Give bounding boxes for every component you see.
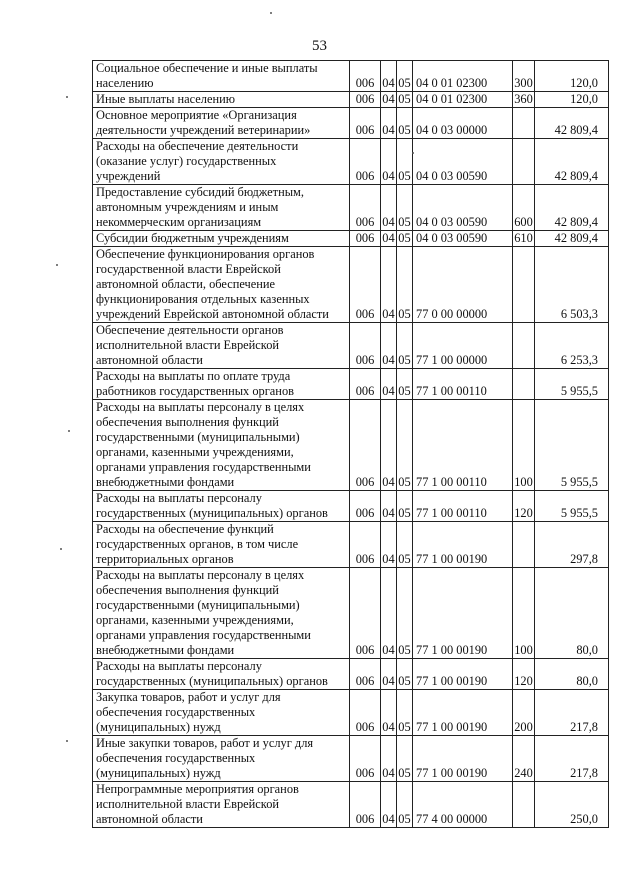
cell-glava: 006 bbox=[350, 139, 381, 185]
cell-tselevaya-statya: 77 1 00 00190 bbox=[413, 690, 513, 736]
name-line: исполнительной власти Еврейской bbox=[96, 338, 280, 352]
cell-name bbox=[93, 369, 350, 400]
name-line: Расходы на выплаты персоналу в целях bbox=[96, 568, 305, 582]
name-line: Иные выплаты населению bbox=[96, 92, 235, 106]
cell-tselevaya-statya: 04 0 01 02300 bbox=[413, 92, 513, 108]
cell-podrazdel: 05 bbox=[397, 400, 413, 491]
cell-tselevaya-statya: 77 1 00 00190 bbox=[413, 568, 513, 659]
name-line: внебюджетными фондами bbox=[96, 475, 235, 489]
name-line: некоммерческим организациям bbox=[96, 215, 262, 229]
cell-summa: 6 503,3 bbox=[535, 247, 609, 323]
cell-summa: 42 809,4 bbox=[535, 231, 609, 247]
cell-summa: 42 809,4 bbox=[535, 185, 609, 231]
budget-table bbox=[92, 60, 609, 828]
cell-glava: 006 bbox=[350, 247, 381, 323]
cell-vid-raskhodov bbox=[513, 522, 535, 568]
cell-vid-raskhodov bbox=[513, 323, 535, 369]
cell-vid-raskhodov: 610 bbox=[514, 231, 533, 245]
cell-podrazdel: 05 bbox=[398, 92, 411, 106]
cell-glava: 006 bbox=[350, 323, 381, 369]
scan-speck bbox=[270, 12, 272, 14]
cell-tselevaya-statya: 77 1 00 00190 bbox=[413, 522, 513, 568]
name-line: (муниципальных) нужд bbox=[96, 720, 221, 734]
cell-summa: 80,0 bbox=[535, 659, 609, 690]
cell-razdel: 04 bbox=[381, 568, 397, 659]
name-line: автономной области bbox=[96, 353, 203, 367]
name-line: автономным учреждениям и иным bbox=[96, 200, 279, 214]
cell-tselevaya-statya: 77 1 00 00000 bbox=[413, 323, 513, 369]
name-line: органами управления государственными bbox=[96, 628, 311, 642]
table-row bbox=[93, 108, 609, 139]
cell-tselevaya-statya: 04 0 03 00590 bbox=[413, 139, 513, 185]
cell-tselevaya-statya: 77 1 00 00190 bbox=[413, 659, 513, 690]
budget-table-body bbox=[93, 61, 609, 828]
cell-podrazdel: 05 bbox=[397, 185, 413, 231]
cell-tselevaya-statya: 04 0 01 02300 bbox=[413, 61, 513, 92]
cell-podrazdel: 05 bbox=[397, 108, 413, 139]
cell-tselevaya-statya: 04 0 03 00000 bbox=[413, 108, 513, 139]
table-row bbox=[93, 690, 609, 736]
cell-razdel: 04 bbox=[381, 522, 397, 568]
cell-name bbox=[93, 491, 350, 522]
cell-tselevaya-statya: 04 0 03 00590 bbox=[413, 231, 513, 247]
table-row bbox=[93, 323, 609, 369]
scan-speck bbox=[66, 96, 68, 98]
name-line: государственными (муниципальными) bbox=[96, 430, 300, 444]
name-line: учреждений Еврейской автономной области bbox=[96, 307, 329, 321]
cell-summa: 250,0 bbox=[535, 782, 609, 828]
cell-tselevaya-statya: 77 1 00 00110 bbox=[413, 369, 513, 400]
name-line: государственных органов, в том числе bbox=[96, 537, 299, 551]
cell-razdel: 04 bbox=[381, 247, 397, 323]
cell-podrazdel: 05 bbox=[397, 782, 413, 828]
name-line: Расходы на обеспечение деятельности bbox=[96, 139, 299, 153]
scan-speck bbox=[66, 740, 68, 742]
table-row bbox=[93, 736, 609, 782]
table-row bbox=[93, 400, 609, 491]
cell-razdel: 04 bbox=[381, 736, 397, 782]
cell-podrazdel: 05 bbox=[397, 568, 413, 659]
cell-vid-raskhodov bbox=[513, 247, 535, 323]
cell-razdel: 04 bbox=[381, 400, 397, 491]
cell-tselevaya-statya: 77 4 00 00000 bbox=[413, 782, 513, 828]
name-line: органами, казенными учреждениями, bbox=[96, 445, 294, 459]
cell-summa: 80,0 bbox=[535, 568, 609, 659]
table-row bbox=[93, 231, 609, 247]
name-line: населению bbox=[96, 76, 154, 90]
cell-summa: 5 955,5 bbox=[535, 400, 609, 491]
name-line: Обеспечение деятельности органов bbox=[96, 323, 284, 337]
name-line: органами управления государственными bbox=[96, 460, 311, 474]
name-line: территориальных органов bbox=[96, 552, 234, 566]
cell-name bbox=[93, 400, 350, 491]
cell-razdel: 04 bbox=[382, 231, 395, 245]
cell-glava: 006 bbox=[350, 522, 381, 568]
cell-vid-raskhodov: 100 bbox=[513, 400, 535, 491]
cell-vid-raskhodov: 120 bbox=[513, 659, 535, 690]
cell-razdel: 04 bbox=[381, 323, 397, 369]
cell-name bbox=[93, 736, 350, 782]
table-row bbox=[93, 369, 609, 400]
scan-speck bbox=[56, 264, 58, 266]
cell-tselevaya-statya: 77 1 00 00190 bbox=[413, 736, 513, 782]
cell-razdel: 04 bbox=[381, 139, 397, 185]
cell-podrazdel: 05 bbox=[397, 690, 413, 736]
cell-podrazdel: 05 bbox=[397, 491, 413, 522]
cell-vid-raskhodov: 600 bbox=[513, 185, 535, 231]
cell-name bbox=[93, 108, 350, 139]
cell-glava: 006 bbox=[350, 659, 381, 690]
cell-glava: 006 bbox=[350, 108, 381, 139]
name-line: органами, казенными учреждениями, bbox=[96, 613, 294, 627]
cell-razdel: 04 bbox=[381, 782, 397, 828]
name-line: обеспечения выполнения функций bbox=[96, 583, 279, 597]
cell-name bbox=[93, 185, 350, 231]
cell-glava: 006 bbox=[350, 400, 381, 491]
name-line: Расходы на выплаты персоналу в целях bbox=[96, 400, 305, 414]
table-row bbox=[93, 247, 609, 323]
name-line: Обеспечение функционирования органов bbox=[96, 247, 315, 261]
table-row bbox=[93, 782, 609, 828]
cell-razdel: 04 bbox=[381, 185, 397, 231]
cell-vid-raskhodov: 120 bbox=[513, 491, 535, 522]
cell-name bbox=[93, 782, 350, 828]
cell-vid-raskhodov bbox=[513, 782, 535, 828]
cell-vid-raskhodov: 200 bbox=[513, 690, 535, 736]
table-row bbox=[93, 659, 609, 690]
table-row bbox=[93, 139, 609, 185]
cell-glava: 006 bbox=[350, 369, 381, 400]
cell-razdel: 04 bbox=[381, 369, 397, 400]
name-line: Социальное обеспечение и иные выплаты bbox=[96, 61, 318, 75]
cell-razdel: 04 bbox=[381, 659, 397, 690]
name-line: Расходы на обеспечение функций bbox=[96, 522, 274, 536]
name-line: Расходы на выплаты персоналу bbox=[96, 491, 262, 505]
name-line: функционирования отдельных казенных bbox=[96, 292, 310, 306]
name-line: государственной власти Еврейской bbox=[96, 262, 281, 276]
cell-razdel: 04 bbox=[381, 690, 397, 736]
cell-tselevaya-statya: 77 1 00 00110 bbox=[413, 491, 513, 522]
name-line: государственных (муниципальных) органов bbox=[96, 674, 328, 688]
cell-glava: 006 bbox=[350, 231, 381, 247]
table-row bbox=[93, 522, 609, 568]
cell-podrazdel: 05 bbox=[397, 323, 413, 369]
cell-podrazdel: 05 bbox=[397, 247, 413, 323]
cell-name bbox=[93, 92, 350, 108]
cell-name bbox=[93, 323, 350, 369]
cell-razdel: 04 bbox=[381, 108, 397, 139]
cell-name bbox=[93, 247, 350, 323]
cell-name bbox=[93, 522, 350, 568]
cell-glava: 006 bbox=[350, 782, 381, 828]
name-line: обеспечения государственных bbox=[96, 751, 256, 765]
scan-speck bbox=[412, 152, 414, 154]
scan-speck bbox=[60, 548, 62, 550]
table-row bbox=[93, 491, 609, 522]
name-line: Расходы на выплаты персоналу bbox=[96, 659, 262, 673]
cell-podrazdel: 05 bbox=[397, 522, 413, 568]
cell-podrazdel: 05 bbox=[398, 231, 411, 245]
name-line: деятельности учреждений ветеринарии» bbox=[96, 123, 311, 137]
name-line: (оказание услуг) государственных bbox=[96, 154, 277, 168]
scan-speck bbox=[68, 430, 70, 432]
name-line: государственными (муниципальными) bbox=[96, 598, 300, 612]
table-row bbox=[93, 185, 609, 231]
cell-summa: 42 809,4 bbox=[535, 108, 609, 139]
cell-razdel: 04 bbox=[382, 92, 395, 106]
cell-podrazdel: 05 bbox=[397, 736, 413, 782]
cell-tselevaya-statya: 77 0 00 00000 bbox=[413, 247, 513, 323]
name-line: государственных (муниципальных) органов bbox=[96, 506, 328, 520]
cell-name bbox=[93, 568, 350, 659]
cell-vid-raskhodov: 240 bbox=[513, 736, 535, 782]
cell-name bbox=[93, 659, 350, 690]
cell-razdel: 04 bbox=[381, 491, 397, 522]
cell-tselevaya-statya: 77 1 00 00110 bbox=[413, 400, 513, 491]
cell-summa: 297,8 bbox=[535, 522, 609, 568]
cell-tselevaya-statya: 04 0 03 00590 bbox=[413, 185, 513, 231]
cell-name bbox=[93, 690, 350, 736]
cell-summa: 6 253,3 bbox=[535, 323, 609, 369]
cell-summa: 5 955,5 bbox=[535, 491, 609, 522]
name-line: Субсидии бюджетным учреждениям bbox=[96, 231, 289, 245]
cell-name bbox=[93, 61, 350, 92]
name-line: работников государственных органов bbox=[96, 384, 294, 398]
cell-glava: 006 bbox=[350, 736, 381, 782]
name-line: Иные закупки товаров, работ и услуг для bbox=[96, 736, 314, 750]
name-line: (муниципальных) нужд bbox=[96, 766, 221, 780]
name-line: автономной области, обеспечение bbox=[96, 277, 276, 291]
cell-podrazdel: 05 bbox=[397, 369, 413, 400]
cell-vid-raskhodov: 300 bbox=[513, 61, 535, 92]
name-line: обеспечения государственных bbox=[96, 705, 256, 719]
name-line: Предоставление субсидий бюджетным, bbox=[96, 185, 304, 199]
table-row bbox=[93, 92, 609, 108]
cell-glava: 006 bbox=[350, 690, 381, 736]
cell-name bbox=[93, 139, 350, 185]
cell-vid-raskhodov bbox=[513, 369, 535, 400]
cell-vid-raskhodov bbox=[513, 108, 535, 139]
table-row bbox=[93, 568, 609, 659]
name-line: обеспечения выполнения функций bbox=[96, 415, 279, 429]
cell-glava: 006 bbox=[350, 568, 381, 659]
name-line: Непрограммные мероприятия органов bbox=[96, 782, 299, 796]
name-line: исполнительной власти Еврейской bbox=[96, 797, 280, 811]
cell-summa: 217,8 bbox=[535, 690, 609, 736]
cell-summa: 5 955,5 bbox=[535, 369, 609, 400]
cell-name bbox=[93, 231, 350, 247]
cell-glava: 006 bbox=[350, 491, 381, 522]
cell-glava: 006 bbox=[350, 92, 381, 108]
cell-glava: 006 bbox=[350, 185, 381, 231]
cell-razdel: 04 bbox=[381, 61, 397, 92]
name-line: Закупка товаров, работ и услуг для bbox=[96, 690, 281, 704]
cell-vid-raskhodov: 100 bbox=[513, 568, 535, 659]
name-line: автономной области bbox=[96, 812, 203, 826]
page-number: 53 bbox=[312, 38, 327, 54]
cell-glava: 006 bbox=[350, 61, 381, 92]
table-row bbox=[93, 61, 609, 92]
name-line: Основное мероприятие «Организация bbox=[96, 108, 297, 122]
name-line: внебюджетными фондами bbox=[96, 643, 235, 657]
cell-podrazdel: 05 bbox=[397, 61, 413, 92]
cell-podrazdel: 05 bbox=[397, 139, 413, 185]
cell-vid-raskhodov: 360 bbox=[514, 92, 533, 106]
cell-summa: 120,0 bbox=[535, 61, 609, 92]
name-line: Расходы на выплаты по оплате труда bbox=[96, 369, 291, 383]
name-line: учреждений bbox=[96, 169, 161, 183]
cell-summa: 42 809,4 bbox=[535, 139, 609, 185]
cell-vid-raskhodov bbox=[513, 139, 535, 185]
cell-podrazdel: 05 bbox=[397, 659, 413, 690]
cell-summa: 120,0 bbox=[535, 92, 609, 108]
cell-summa: 217,8 bbox=[535, 736, 609, 782]
